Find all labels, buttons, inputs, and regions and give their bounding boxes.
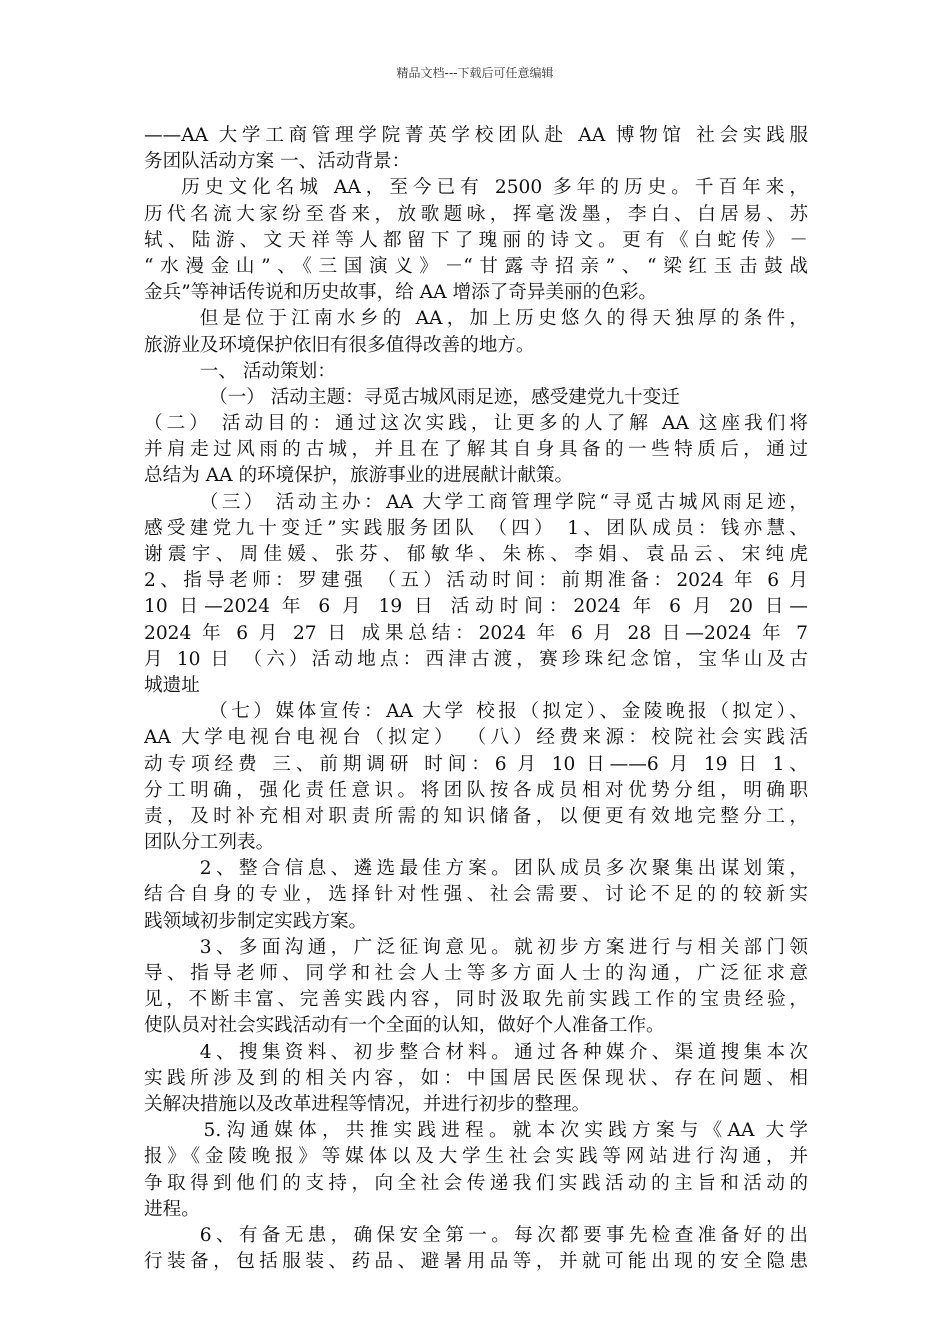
text-line: 历代名流大家纷至沓来，放歌题咏，挥毫泼墨，李白、白居易、苏 <box>144 203 808 225</box>
text-line: 5.沟通媒体，共推实践进程。就本次实践方案与《AA 大学 <box>203 1120 808 1142</box>
text-line: 旅游业及环境保护依旧有很多值得改善的地方。 <box>144 334 535 356</box>
text-line: 月 10 日 （六）活动地点：西津古渡，赛珍珠纪念馆，宝华山及古 <box>144 648 808 670</box>
text-line: 使队员对社会实践活动有一个全面的认知，做好个人准备工作。 <box>144 1015 665 1037</box>
text-line: 实践所涉及到的相关内容，如：中国居民医保现状、存在问题、相 <box>144 1067 808 1089</box>
text-line: （一） 活动主题：寻觅古城风雨足迹，感受建党九十变迁 <box>209 386 680 408</box>
text-line: “水漫金山”、《三国演义》－“甘露寺招亲”、“梁红玉击鼓战 <box>144 255 808 277</box>
text-line: （三） 活动主办：AA 大学工商管理学院“寻觅古城风雨足迹， <box>199 491 808 513</box>
text-line: 3、多面沟通，广泛征询意见。就初步方案进行与相关部门领 <box>199 936 808 958</box>
text-line: 2、整合信息、遴选最佳方案。团队成员多次聚集出谋划策， <box>199 858 808 880</box>
text-line: AA 大学电视台电视台（拟定） （八）经费来源：校院社会实践活 <box>144 727 808 749</box>
text-line: 但是位于江南水乡的 AA，加上历史悠久的得天独厚的条件， <box>199 308 808 330</box>
text-line: 总结为 AA 的环境保护，旅游事业的进展献计献策。 <box>144 465 574 487</box>
text-line: 导、指导老师、同学和社会人士等多方面人士的沟通，广泛征求意 <box>144 963 808 984</box>
text-line: 争取得到他们的支持，向全社会传递我们实践活动的主旨和活动的 <box>144 1172 808 1194</box>
text-line: 并肩走过风雨的古城，并且在了解其自身具备的一些特质后，通过 <box>144 439 808 461</box>
text-line: 报》《金陵晚报》等媒体以及大学生社会实践等网站进行沟通，并 <box>144 1146 808 1168</box>
text-line: 金兵”等神话传说和历史故事，给 AA 增添了奇异美丽的色彩。 <box>144 282 658 304</box>
page-header: 精品文档---下载后可任意编辑 <box>396 66 554 80</box>
text-line: 轼、陆游、文天祥等人都留下了瑰丽的诗文。更有《白蛇传》－ <box>144 229 808 251</box>
text-line: ——AA 大学工商管理学院菁英学校团队赴 AA 博物馆 社会实践服 <box>144 125 808 146</box>
text-line: 城遗址 <box>144 674 200 696</box>
text-line: 团队分工列表。 <box>144 832 275 854</box>
text-line: 动专项经费 三、前期调研 时间：6 月 10 日——6 月 19 日 1、 <box>144 753 808 775</box>
text-line: 进程。 <box>144 1198 200 1220</box>
document-body <box>144 123 808 1275</box>
text-line: 践领域初步制定实践方案。 <box>144 910 368 932</box>
text-line: 感受建党九十变迁”实践服务团队 （四） 1、团队成员：钱亦慧、 <box>144 517 808 539</box>
text-line: 历史文化名城 AA，至今已有 2500 多年的历史。千百年来， <box>181 177 808 199</box>
text-line: 6、有备无患，确保安全第一。每次都要事先检查准备好的出 <box>199 1224 808 1246</box>
text-line: 谢震宇、周佳媛、张芬、郁敏华、朱栋、李娟、袁品云、宋纯虎 <box>144 544 808 565</box>
text-line: 务团队活动方案 一、活动背景： <box>144 151 411 173</box>
text-line: 4、搜集资料、初步整合材料。通过各种媒介、渠道搜集本次 <box>199 1041 808 1063</box>
text-line: （二） 活动目的：通过这次实践，让更多的人了解 AA 这座我们将 <box>144 413 808 435</box>
text-line: 责，及时补充相对职责所需的知识储备，以便更有效地完整分工， <box>144 805 808 827</box>
text-line: 见，不断丰富、完善实践内容，同时汲取先前实践工作的宝贵经验， <box>144 989 808 1011</box>
text-line: 结合自身的专业，选择针对性强、社会需要、讨论不足的的较新实 <box>144 884 808 906</box>
text-line: 2024 年 6 月 27 日 成果总结：2024 年 6 月 28 日—2024 年 7 <box>144 622 808 644</box>
text-line: 2、指导老师：罗建强 （五）活动时间：前期准备：2024 年 6 月 <box>144 570 808 592</box>
text-line: 10 日—2024 年 6 月 19 日 活动时间：2024 年 6 月 20 日— <box>144 596 808 618</box>
text-line: 关解决措施以及改革进程等情况，并进行初步的整理。 <box>144 1093 591 1115</box>
text-line: （七）媒体宣传：AA 大学 校报（拟定）、金陵晚报（拟定）、 <box>209 701 808 723</box>
text-line: 行装备，包括服装、药品、避暑用品等，并就可能出现的安全隐患 <box>144 1251 808 1273</box>
text-line: 一、 活动策划： <box>199 360 336 382</box>
text-line: 分工明确，强化责任意识。将团队按各成员相对优势分组，明确职 <box>144 779 808 801</box>
